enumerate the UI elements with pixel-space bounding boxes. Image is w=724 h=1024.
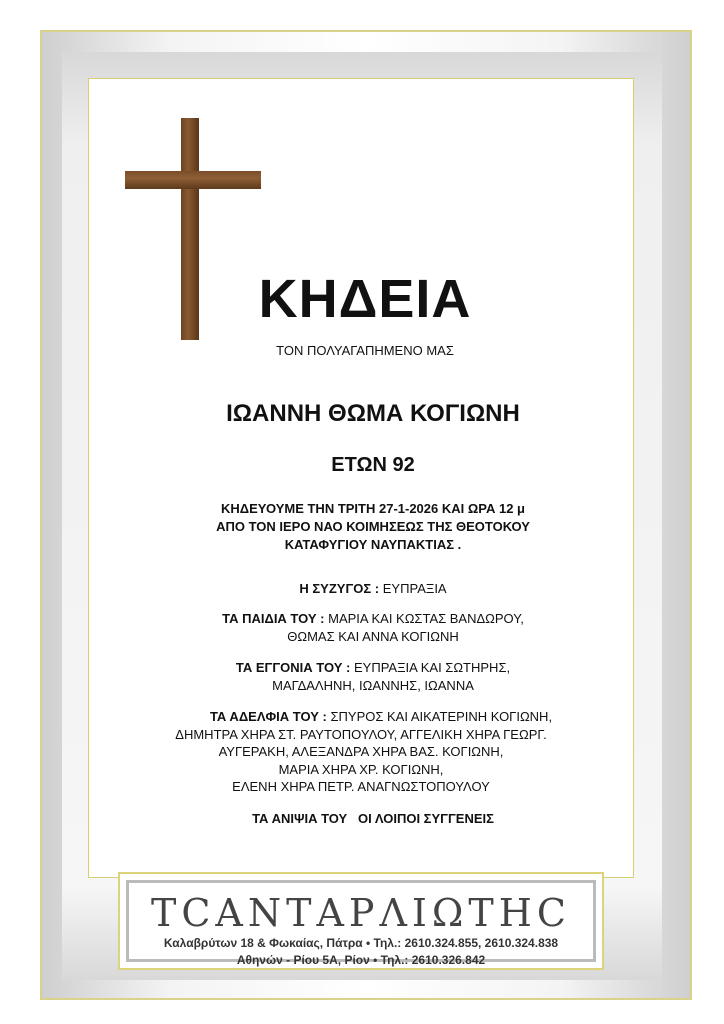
siblings-line: ΔΗΜΗΤΡΑ ΧΗΡΑ ΣΤ. ΡΑΥΤΟΠΟΥΛΟΥ, ΑΓΓΕΛΙΚΗ ΧΗΡΑ ΓΕΩΡΓ.: [175, 726, 547, 742]
children-line: ΜΑΡΙΑ ΚΑΙ ΚΩΣΤΑΣ ΒΑΝΔΩΡΟΥ,: [328, 611, 524, 626]
siblings-line: ΕΛΕΝΗ ΧΗΡΑ ΠΕΤΡ. ΑΝΑΓΝΩΣΤΟΠΟΥΛΟΥ: [232, 779, 490, 794]
spouse-name: ΕΥΠΡΑΞΙΑ: [382, 581, 447, 596]
children-entry: [100, 610, 646, 646]
grandchildren-line: ΕΥΠΡΑΞΙΑ ΚΑΙ ΣΩΤΗΡΗΣ,: [354, 660, 511, 675]
grandchildren-entry: [100, 659, 646, 695]
children-label: ΤΑ ΠΑΙΔΙΑ ΤΟΥ :: [222, 611, 325, 626]
grandchildren-line: ΜΑΓΔΑΛΗΝΗ, ΙΩΑΝΝΗΣ, ΙΩΑΝΝΑ: [272, 678, 474, 693]
funeral-line: ΑΠΟ ΤΟΝ ΙΕΡΟ ΝΑΟ ΚΟΙΜΗΣΕΩΣ ΤΗΣ ΘΕΟΤΟΚΟΥ: [216, 519, 530, 534]
siblings-entry: [88, 708, 634, 796]
funeral-home-logo-box: [118, 872, 604, 970]
cross-vertical-beam: [181, 118, 199, 340]
siblings-line: ΣΠΥΡΟΣ ΚΑΙ ΑΙΚΑΤΕΡΙΝΗ ΚΟΓΙΩΝΗ,: [330, 709, 553, 724]
funeral-home-address-2: Αθηνών - Ρίου 5Α, Ρίον • Τηλ.: 2610.326.842: [236, 953, 486, 967]
funeral-home-address-1: Καλαβρύτων 18 & Φωκαίας, Πάτρα • Τηλ.: 2610.324.855, 2610.324.838: [163, 936, 559, 950]
siblings-line: ΑΥΓΕΡΑΚΗ, ΑΛΕΞΑΝΔΡΑ ΧΗΡΑ ΒΑΣ. ΚΟΓΙΩΝΗ,: [218, 744, 504, 759]
spouse-entry: [100, 580, 646, 598]
siblings-line: ΜΑΡΙΑ ΧΗΡΑ ΧΡ. ΚΟΓΙΩΝΗ,: [278, 761, 444, 777]
notice-subtitle: ΤΟΝ ΠΟΛΥΑΓΑΠΗΜΕΝΟ ΜΑΣ: [276, 343, 454, 358]
cross-horizontal-beam: [125, 171, 261, 189]
funeral-home-name: ΤCΑΝΤΑΡΛΙΩΤΗC: [151, 891, 571, 935]
siblings-label: ΤΑ ΑΔΕΛΦΙΑ ΤΟΥ :: [209, 709, 327, 724]
funeral-line: ΚΑΤΑΦΥΓΙΟΥ ΝΑΥΠΑΚΤΙΑΣ .: [284, 537, 462, 552]
funeral-line: ΚΗΔΕΥΟΥΜΕ ΤΗΝ ΤΡΙΤΗ 27-1-2026 ΚΑΙ ΩΡΑ 12 μ: [220, 501, 526, 516]
deceased-name: ΙΩΑΝΝΗ ΘΩΜΑ ΚΟΓΙΩΝΗ: [226, 400, 520, 427]
deceased-age: ΕΤΩΝ 92: [331, 454, 415, 476]
logo-inner-border: [126, 880, 596, 967]
grandchildren-label: ΤΑ ΕΓΓΟΝΙΑ ΤΟΥ :: [235, 660, 351, 675]
children-line: ΘΩΜΑΣ ΚΑΙ ΑΝΝΑ ΚΟΓΙΩΝΗ: [287, 629, 459, 644]
funeral-details: [100, 500, 646, 554]
other-relatives: ΤΑ ΑΝΙΨΙΑ ΤΟΥ ΟΙ ΛΟΙΠΟΙ ΣΥΓΓΕΝΕΙΣ: [252, 811, 494, 826]
notice-title: ΚΗΔΕΙΑ: [258, 269, 472, 329]
spouse-label: Η ΣΥΖΥΓΟΣ :: [299, 581, 380, 596]
